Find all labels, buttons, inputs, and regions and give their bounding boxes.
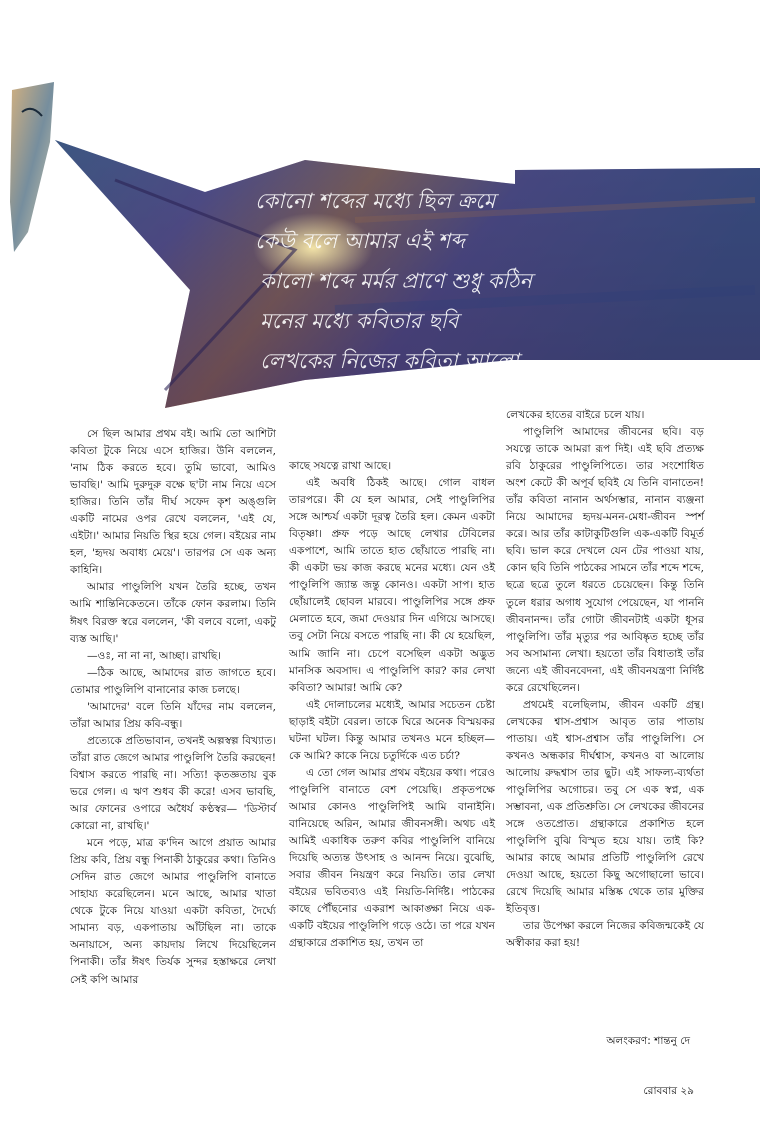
paragraph: পাণ্ডুলিপি আমাদের জীবনের ছবি। বড় সযত্নে তাকে আমরা রূপ দিই। এই ছবি প্রত্যক্ষ রবি ঠাকুরের পাণ্ডুলিপিতে। তার সংশোধিত অংশ কেটে কী অপূর্ব ছবিই যে তিনি বানাতেন! তাঁর কবিতা নানান অর্থসম্ভার, নানান ব্যঞ্জনা নিয়ে আমাদের হৃদয়-মনন-মেধা-জীবন স্পর্শ করে। আর তাঁর কাটাকুটিগুলি এক-একটি বিমূর্ত ছবি। ভাল করে দেখলে যেন টের পাওয়া যায়, কোন ছবি তিনি পাঠকের সামনে তাঁর শব্দে শব্দে, ছত্রে ছত্রে তুলে ধরতে চেয়েছেন। কিন্তু তিনি তুলে ধরার অগাধ সুযোগ পেয়েছেন, যা পাননি জীবনানন্দ। তাঁর গোটা জীবনটাই একটা ধূসর পাণ্ডুলিপি। তাঁর মৃত্যুর পর আবিষ্কৃত হচ্ছে তাঁর সব অসামান্য লেখা। হয়তো তাঁর বিধাতাই তাঁর জন্যে এই জীবনবেদনা, এই জীবনযন্ত্রণা নির্দিষ্ট করে রেখেছিলেন। [506,426,704,694]
article-column-1 [70,426,276,989]
paragraph: 'আমাদের' বলে তিনি যাঁদের নাম বললেন, তাঁরা আমার প্রিয় কবি-বন্ধু। [70,700,276,730]
handwriting-line: কোনো শব্দের মধ্যে ছিল ক্রমে [255,189,496,213]
handwriting-line: মনের মধ্যে কবিতার ছবি [260,309,459,333]
paragraph: মনে পড়ে, মাত্র ক'দিন আগে প্রয়াত আমার প্রিয় কবি, প্রিয় বন্ধু পিনাকী ঠাকুরের কথা। তিনিও সেদিন রাত জেগে আমার পাণ্ডুলিপি বানাতে সাহায্য করেছিলেন। মনে আছে, আমার খাতা থেকে টুকে নিয়ে যাওয়া একটা কবিতা, দৈর্ঘ্যে সামান্য বড়, একপাতায় আঁটছিল না। তাকে অনায়াসে, অন্য কায়দায় লিখে দিয়েছিলেন পিনাকী। তাঁর ঈষৎ তির্যক সুন্দর হস্তাক্ষরে লেখা সেই কপি আমার [70,837,276,986]
illustration-fragment [10,82,56,252]
manuscript-illustration [55,140,760,410]
paragraph: প্রত্যেকে প্রতিভাবান, তখনই অল্পস্বল্প বিখ্যাত। তাঁরা রাত জেগে আমার পাণ্ডুলিপি তৈরি করছেন! বিশ্বাস করতে পারছি না। সত্যি! কৃতজ্ঞতায় বুক ভরে গেল। এ ঋণ শুধব কী করে! এসব ভাবছি, আর ফোনের ওপারে অধৈর্য কণ্ঠস্বর— 'ডিস্টার্ব কোরো না, রাখছি।' [70,734,276,833]
paragraph: তার উপেক্ষা করলে নিজের কবিজন্মকেই যে অস্বীকার করা হয়! [506,920,704,950]
paragraph: এ তো গেল আমার প্রথম বইয়ের কথা। পরেও পাণ্ডুলিপি বানাতে বেশ পেয়েছি। প্রকৃতপক্ষে আমার কোনও পাণ্ডুলিপিই আমি বানাইনি। বানিয়েছে অরিন, আমার জীবনসঙ্গী। অথচ এই আমিই একাধিক তরুণ কবির পাণ্ডুলিপি বানিয়ে দিয়েছি অত্যন্ত উৎসাহ ও আনন্দ নিয়ে। বুঝেছি, সবার জীবন নিয়ন্ত্রণ করে নিয়তি। তার লেখা বইয়ের ভবিতব্যও এই নিয়তি-নির্দিষ্ট। পাঠকের কাছে পৌঁছনোর একরাশ আকাঙ্ক্ষা নিয়ে এক-একটি বইয়ের পাণ্ডুলিপি গড়ে ওঠে। তা পরে যখন গ্রন্থাকারে প্রকাশিত হয়, তখন তা [289,766,495,950]
article-column-3 [506,407,704,953]
article-column-2 [289,458,495,952]
paragraph: —ঠিক আছে, আমাদের রাত জাগতে হবে। তোমার পাণ্ডুলিপি বানানোর কাজ চলছে। [70,666,276,696]
paragraph: এই দোলাচলের মধ্যেই, আমার সচেতন চেষ্টা ছাড়াই বইটা বেরল। তাকে ঘিরে অনেক বিস্ময়কর ঘটনা ঘটল। কিন্তু আমার তখনও মনে হচ্ছিল— কে আমি? কাকে নিয়ে চতুর্দিকে এত চর্চা? [289,698,495,762]
paragraph: আমার পাণ্ডুলিপি যখন তৈরি হচ্ছে, তখন আমি শান্তিনিকেতনে। তাঁকে ফোন করলাম। তিনি ঈষৎ বিরক্ত স্বরে বললেন, 'কী বলবে বলো, একটু ব্যস্ত আছি।' [70,581,276,645]
paragraph: প্রথমেই বলেছিলাম, জীবন একটি গ্রন্থ। লেখকের শ্বাস-প্রশ্বাস আবৃত তার পাতায় পাতায়। এই শ্বাস-প্রশ্বাস তাঁর পাণ্ডুলিপি। সে কখনও অন্ধকার দীর্ঘশ্বাস, কখনও বা আলোয় আলোয় রুদ্ধশ্বাস তার ছুট। এই সাফল্য-ব্যর্থতা পাণ্ডুলিপির অগোচর। তবু সে এক স্বপ্ন, এক সম্ভাবনা, এক প্রতিশ্রুতি। সে লেখকের জীবনের সঙ্গে ওতপ্রোত। গ্রন্থাকারে প্রকাশিত হলে পাণ্ডুলিপি বুঝি বিস্মৃত হয়ে যায়। তাই কি? আমার কাছে আমার প্রতিটি পাণ্ডুলিপি রেখে দেওয়া আছে, হয়তো কিছু অগোছালো ভাবে। রেখে দিয়েছি আমার মস্তিষ্ক থেকে তার মুক্তির ইতিবৃত্ত। [506,698,704,916]
illustration-credit: অলংকরণ: শান্তনু দে [606,1035,690,1047]
paragraph: লেখকের হাতের বাইরে চলে যায়। [506,409,645,421]
page-folio: রোববার ২৯ [643,1085,694,1097]
paragraph: এই অবধি ঠিকই আছে। গোল বাধল তারপরে। কী যে হল আমার, সেই পাণ্ডুলিপির সঙ্গে আশ্চর্য একটা দূরত্ব তৈরি হল। কেমন একটা বিতৃষ্ণা। প্রুফ পড়ে আছে লেখার টেবিলের একপাশে, আমি তাতে হাত ছোঁয়াতে পারছি না। কী একটা ভয় কাজ করছে মনের মধ্যে। যেন ওই পাণ্ডুলিপি জ্যান্ত জন্তু কোনও। একটা সাপ। হাত ছোঁয়ালেই ছোবল মারবে। পাণ্ডুলিপির সঙ্গে প্রুফ মেলাতে হবে, জমা দেওয়ার দিন এগিয়ে আসছে। তবু সেটা নিয়ে বসতে পারছি না। কী যে হয়েছিল, আমি জানি না। চেপে বসেছিল একটা অদ্ভুত মানসিক অবসাদ। এ পাণ্ডুলিপি কার? কার লেখা কবিতা? আমার! আমি কে? [289,477,495,694]
paragraph: সে ছিল আমার প্রথম বই। আমি তো আশিটা কবিতা টুকে নিয়ে এসে হাজির। উনি বললেন, 'নাম ঠিক করতে হবে। তুমি ভাবো, আমিও ভাবছি।' আমি দুরুদুরু বক্ষে ছ'টা নাম নিয়ে এসে হাজির। তিনি তাঁর দীর্ঘ সফেদ কৃশ অঙ্গুলি একটি নামের ওপর রেখে বললেন, 'এই যে, এইটা।' আমার নিয়তি স্থির হয়ে গেল। বইয়ের নাম হল, 'হৃদয় অবাধ্য মেয়ে'। তারপর সে এক অন্য কাহিনি। [70,428,276,577]
handwriting-line: কেউ বলে আমার এই শব্দ [255,229,465,253]
handwriting-line: কালো শব্দে মর্মর প্রাণে শুধু কঠিন [260,269,533,293]
paragraph: কাছে সযত্নে রাখা আছে। [289,460,392,472]
handwriting-line: লেখকের নিজের কবিতা আলো [260,349,519,373]
paragraph: —ওঃ, না না না, আচ্ছা। রাখছি। [86,649,222,662]
